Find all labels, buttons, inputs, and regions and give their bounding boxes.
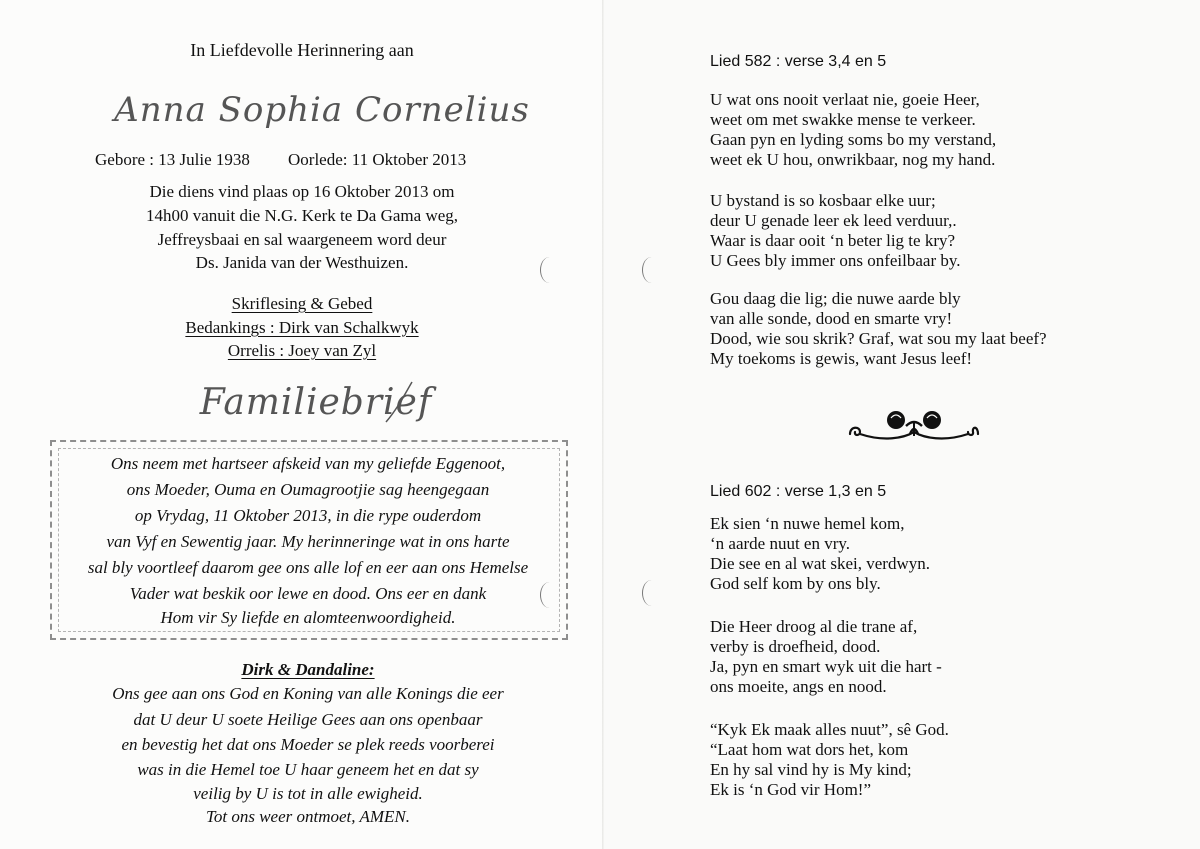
hymn-line: weet om met swakke mense te verkeer. xyxy=(710,110,976,129)
closing-line: dat U deur U soete Heilige Gees aan ons openbaar xyxy=(133,710,483,729)
memorial-heading: In Liefdevolle Herinnering aan xyxy=(190,40,414,60)
hymn-line: Waar is daar ooit ‘n beter lig te kry? xyxy=(710,231,956,250)
hymn-line: Gaan pyn en lyding soms bo my verstand, xyxy=(710,130,997,149)
letter-line: sal bly voortleef daarom gee ons alle lof en eer aan ons Hemelse xyxy=(87,558,529,577)
binding-hole xyxy=(642,257,661,283)
hymn-line: “Kyk Ek maak alles nuut”, sê God. xyxy=(710,720,949,739)
letter-line: Ons neem met hartseer afskeid van my geliefde Eggenoot, xyxy=(110,454,506,473)
closing-line: Tot ons weer ontmoet, AMEN. xyxy=(205,807,410,826)
death-date: Oorlede: 11 Oktober 2013 xyxy=(288,150,467,169)
rose-ornament-icon xyxy=(844,404,984,450)
hymn-line: U Gees bly immer ons onfeilbaar by. xyxy=(710,251,961,270)
hymn-line: weet ek U hou, onwrikbaar, nog my hand. xyxy=(710,150,996,169)
service-line: Ds. Janida van der Westhuizen. xyxy=(195,253,409,272)
hymn-line: deur U genade leer ek leed verduur,. xyxy=(710,211,957,230)
letter-title: Familiebrief xyxy=(199,382,433,423)
binding-hole xyxy=(540,257,559,283)
hymn-1-title: Lied 582 : verse 3,4 en 5 xyxy=(710,53,887,70)
hymn-line: My toekoms is gewis, want Jesus leef! xyxy=(710,349,973,368)
service-line: Jeffreysbaai en sal waargeneem word deur xyxy=(157,230,447,249)
flourish-icon xyxy=(380,378,420,428)
hymn-line: ‘n aarde nuut en vry. xyxy=(710,534,851,553)
closing-line: Ons gee aan ons God en Koning van alle Konings die eer xyxy=(112,684,504,703)
deceased-name: Anna Sophia Cornelius xyxy=(114,90,530,130)
hymn-line: Ek is ‘n God vir Hom!” xyxy=(710,780,872,799)
hymn-line: Die see en al wat skei, verdwyn. xyxy=(710,554,930,573)
hymn-line: God self kom by ons bly. xyxy=(710,574,881,593)
right-page xyxy=(604,0,1200,849)
closing-line: was in die Hemel toe U haar geneem het en dat sy xyxy=(137,760,479,779)
binding-hole xyxy=(642,580,661,606)
letter-line: ons Moeder, Ouma en Oumagrootjie sag heengegaan xyxy=(126,480,490,499)
closing-line: en bevestig het dat ons Moeder se plek reeds voorberei xyxy=(121,735,495,754)
service-line: Die diens vind plaas op 16 Oktober 2013 om xyxy=(149,182,455,201)
hymn-line: En hy sal vind hy is My kind; xyxy=(710,760,912,779)
program-item: Bedankings : Dirk van Schalkwyk xyxy=(185,318,419,337)
hymn-line: U wat ons nooit verlaat nie, goeie Heer, xyxy=(710,90,980,109)
letter-line: op Vrydag, 11 Oktober 2013, in die rype ouderdom xyxy=(134,506,482,525)
hymn-line: ons moeite, angs en nood. xyxy=(710,677,887,696)
hymn-2-title: Lied 602 : verse 1,3 en 5 xyxy=(710,483,887,500)
hymn-line: van alle sonde, dood en smarte vry! xyxy=(710,309,953,328)
hymn-line: verby is droefheid, dood. xyxy=(710,637,881,656)
program-item: Orrelis : Joey van Zyl xyxy=(227,341,377,360)
hymn-line: U bystand is so kosbaar elke uur; xyxy=(710,191,936,210)
hymn-line: Ek sien ‘n nuwe hemel kom, xyxy=(710,514,905,533)
binding-hole xyxy=(540,582,559,608)
hymn-line: Ja, pyn en smart wyk uit die hart - xyxy=(710,657,942,676)
hymn-line: Dood, wie sou skrik? Graf, wat sou my laat beef? xyxy=(710,329,1047,348)
letter-line: Vader wat beskik oor lewe en dood. Ons eer en dank xyxy=(129,584,487,603)
program-item: Skriflesing & Gebed xyxy=(231,294,373,313)
service-line: 14h00 vanuit die N.G. Kerk te Da Gama weg, xyxy=(145,206,459,225)
signature-heading: Dirk & Dandaline: xyxy=(241,660,375,679)
hymn-line: Die Heer droog al die trane af, xyxy=(710,617,918,636)
closing-line: veilig by U is tot in alle ewigheid. xyxy=(193,784,423,803)
letter-line: Hom vir Sy liefde en alomteenwoordigheid. xyxy=(160,608,456,627)
birth-date: Gebore : 13 Julie 1938 xyxy=(95,150,250,169)
hymn-line: Gou daag die lig; die nuwe aarde bly xyxy=(710,289,961,308)
letter-line: van Vyf en Sewentig jaar. My herinneringe wat in ons harte xyxy=(106,532,510,551)
hymn-line: “Laat hom wat dors het, kom xyxy=(710,740,909,759)
